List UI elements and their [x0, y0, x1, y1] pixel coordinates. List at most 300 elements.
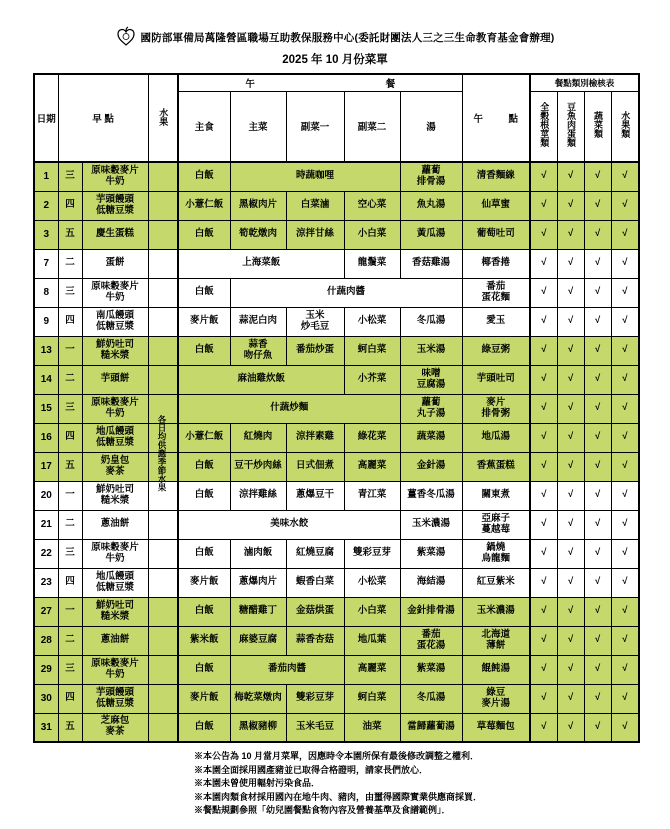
fruit-cell — [148, 220, 178, 249]
fruit-cell — [148, 452, 178, 481]
heart-sprout-logo-icon — [116, 26, 136, 48]
lunch-cell: 油菜 — [344, 713, 400, 742]
day-number: 8 — [34, 278, 58, 307]
weekday: 四 — [58, 423, 82, 452]
weekday: 三 — [58, 278, 82, 307]
menu-row — [34, 713, 639, 742]
lunch-cell: 玉米濃湯 — [400, 510, 462, 539]
day-number: 22 — [34, 539, 58, 568]
lunch-cell: 番茄 蛋花湯 — [400, 626, 462, 655]
check-mark: √ — [611, 278, 639, 307]
lunch-cell: 高麗菜 — [344, 655, 400, 684]
breakfast-cell: 蛋餅 — [82, 249, 148, 278]
weekday: 二 — [58, 510, 82, 539]
lunch-cell: 蝦香白菜 — [286, 568, 344, 597]
header — [0, 26, 670, 48]
check-mark: √ — [584, 713, 611, 742]
menu-row — [34, 336, 639, 365]
lunch-cell: 薑香冬瓜湯 — [400, 481, 462, 510]
snack-cell: 地瓜湯 — [462, 423, 530, 452]
lunch-cell: 番茄肉醬 — [230, 655, 344, 684]
check-mark: √ — [530, 684, 557, 713]
check-mark: √ — [530, 307, 557, 336]
lunch-cell: 白飯 — [178, 452, 230, 481]
page-title: 國防部軍備局萬隆營區職場互助教保服務中心(委託財團法人三之三生命教育基金會辦理) — [140, 31, 555, 44]
snack-cell: 番茄 蛋花麵 — [462, 278, 530, 307]
check-mark: √ — [530, 655, 557, 684]
lunch-cell: 小芥菜 — [344, 365, 400, 394]
fruit-cell — [148, 365, 178, 394]
check-mark: √ — [584, 307, 611, 336]
check-mark: √ — [611, 423, 639, 452]
check-mark: √ — [530, 568, 557, 597]
check-mark: √ — [584, 423, 611, 452]
check-mark: √ — [611, 597, 639, 626]
check-mark: √ — [611, 394, 639, 423]
lunch-cell: 金針排骨湯 — [400, 597, 462, 626]
weekday: 一 — [58, 336, 82, 365]
lunch-cell: 美味水餃 — [178, 510, 400, 539]
lunch-cell: 蚵白菜 — [344, 336, 400, 365]
lunch-cell: 蔬菜湯 — [400, 423, 462, 452]
snack-cell: 紅豆紫米 — [462, 568, 530, 597]
lunch-cell: 玉米毛豆 — [286, 713, 344, 742]
lunch-cell: 上海菜飯 — [178, 249, 344, 278]
weekday: 一 — [58, 597, 82, 626]
check-mark: √ — [557, 249, 584, 278]
breakfast-cell: 地瓜饅頭 低糖豆漿 — [82, 568, 148, 597]
breakfast-cell: 原味穀麥片 牛奶 — [82, 655, 148, 684]
menu-row — [34, 394, 639, 423]
fruit-cell — [148, 597, 178, 626]
fruit-cell — [148, 713, 178, 742]
lunch-cell: 蘿蔔 丸子湯 — [400, 394, 462, 423]
check-mark: √ — [557, 510, 584, 539]
fruit-cell — [148, 481, 178, 510]
breakfast-cell: 鮮奶吐司 糙米漿 — [82, 597, 148, 626]
weekday: 四 — [58, 684, 82, 713]
menu-row — [34, 191, 639, 220]
lunch-cell: 魚丸湯 — [400, 191, 462, 220]
page-subtitle: 2025 年 10 月份菜單 — [282, 54, 388, 66]
fruit-cell — [148, 162, 178, 191]
check-mark: √ — [584, 365, 611, 394]
check-mark: √ — [584, 162, 611, 191]
lunch-cell: 白飯 — [178, 597, 230, 626]
menu-row — [34, 510, 639, 539]
check-mark: √ — [611, 365, 639, 394]
fruit-cell — [148, 423, 178, 452]
check-mark: √ — [584, 539, 611, 568]
col-header-fruits-cat: 水果類 — [611, 91, 639, 162]
lunch-cell: 雙彩豆芽 — [344, 539, 400, 568]
col-header-fruit: 水果 — [148, 74, 178, 162]
lunch-cell: 麥片飯 — [178, 307, 230, 336]
lunch-cell: 白飯 — [178, 220, 230, 249]
lunch-cell: 紫菜湯 — [400, 655, 462, 684]
check-mark: √ — [557, 307, 584, 336]
col-header-vegetables: 蔬菜類 — [584, 91, 611, 162]
check-mark: √ — [584, 336, 611, 365]
weekday: 五 — [58, 220, 82, 249]
menu-row — [34, 568, 639, 597]
check-mark: √ — [530, 249, 557, 278]
check-mark: √ — [611, 481, 639, 510]
breakfast-cell: 芋頭饅頭 低糖豆漿 — [82, 191, 148, 220]
lunch-cell: 麻油雞炊飯 — [178, 365, 344, 394]
check-mark: √ — [611, 249, 639, 278]
check-mark: √ — [611, 510, 639, 539]
check-mark: √ — [584, 568, 611, 597]
lunch-cell: 黃瓜湯 — [400, 220, 462, 249]
breakfast-cell: 鮮奶吐司 糙米漿 — [82, 481, 148, 510]
weekday: 一 — [58, 481, 82, 510]
lunch-cell: 白飯 — [178, 481, 230, 510]
footnotes — [194, 750, 670, 818]
check-mark: √ — [557, 220, 584, 249]
lunch-cell: 海結湯 — [400, 568, 462, 597]
menu-row — [34, 162, 639, 191]
check-mark: √ — [557, 191, 584, 220]
lunch-cell: 蘿蔔 排骨湯 — [400, 162, 462, 191]
snack-cell: 鍋燒 烏龍麵 — [462, 539, 530, 568]
lunch-cell: 時蔬咖哩 — [230, 162, 400, 191]
day-number: 21 — [34, 510, 58, 539]
lunch-cell: 麻婆豆腐 — [230, 626, 286, 655]
breakfast-cell: 原味穀麥片 牛奶 — [82, 539, 148, 568]
check-mark: √ — [530, 162, 557, 191]
day-number: 29 — [34, 655, 58, 684]
check-mark: √ — [530, 452, 557, 481]
snack-cell: 關東煮 — [462, 481, 530, 510]
weekday: 四 — [58, 191, 82, 220]
check-mark: √ — [530, 365, 557, 394]
seasonal-fruit-note: 各日均供應季節水果 — [157, 415, 167, 492]
day-number: 14 — [34, 365, 58, 394]
breakfast-cell: 芋頭餅 — [82, 365, 148, 394]
lunch-cell: 青江菜 — [344, 481, 400, 510]
fruit-cell — [148, 510, 178, 539]
fruit-cell — [148, 684, 178, 713]
fruit-cell — [148, 307, 178, 336]
snack-cell: 綠豆 麥片湯 — [462, 684, 530, 713]
check-mark: √ — [530, 423, 557, 452]
weekday: 三 — [58, 539, 82, 568]
lunch-cell: 白飯 — [178, 539, 230, 568]
menu-row — [34, 307, 639, 336]
check-mark: √ — [611, 713, 639, 742]
col-header-staple: 主食 — [178, 91, 230, 162]
check-mark: √ — [611, 626, 639, 655]
footnote: ※本公告為 10 月當月菜單，因應時令本園所保有最後修改調整之權利． — [194, 751, 480, 761]
day-number: 16 — [34, 423, 58, 452]
check-mark: √ — [584, 655, 611, 684]
lunch-cell: 麥片飯 — [178, 684, 230, 713]
check-mark: √ — [557, 423, 584, 452]
check-mark: √ — [557, 481, 584, 510]
check-mark: √ — [530, 394, 557, 423]
check-mark: √ — [584, 249, 611, 278]
breakfast-cell: 奶皇包 麥茶 — [82, 452, 148, 481]
menu-row — [34, 220, 639, 249]
snack-cell: 清香麵線 — [462, 162, 530, 191]
menu-row — [34, 249, 639, 278]
check-mark: √ — [611, 307, 639, 336]
lunch-cell: 地瓜葉 — [344, 626, 400, 655]
menu-row — [34, 365, 639, 394]
col-header-side-dish-1: 副菜一 — [286, 91, 344, 162]
menu-row — [34, 423, 639, 452]
lunch-cell: 玉米 炒毛豆 — [286, 307, 344, 336]
check-mark: √ — [557, 394, 584, 423]
lunch-cell: 玉米湯 — [400, 336, 462, 365]
lunch-cell: 紅燒豆腐 — [286, 539, 344, 568]
lunch-cell: 小薏仁飯 — [178, 191, 230, 220]
weekday: 二 — [58, 249, 82, 278]
check-mark: √ — [530, 220, 557, 249]
lunch-cell: 紅燒肉 — [230, 423, 286, 452]
weekday: 三 — [58, 162, 82, 191]
lunch-cell: 金針湯 — [400, 452, 462, 481]
menu-row — [34, 597, 639, 626]
check-mark: √ — [611, 191, 639, 220]
lunch-cell: 白飯 — [178, 655, 230, 684]
snack-cell: 椰香捲 — [462, 249, 530, 278]
check-mark: √ — [557, 539, 584, 568]
footnote: ※本園全面採用國產豬並已取得合格證明，請家長們放心． — [194, 764, 429, 775]
col-header-lunch: 午 餐 — [178, 74, 462, 91]
footnote: ※本園肉類食材採用國內在地牛肉、豬肉，由璽得國際實業供應商採買． — [194, 791, 483, 802]
check-mark: √ — [611, 162, 639, 191]
lunch-cell: 龍鬚菜 — [344, 249, 400, 278]
lunch-cell: 蔥爆豆干 — [286, 481, 344, 510]
snack-cell: 芋頭吐司 — [462, 365, 530, 394]
weekday: 五 — [58, 713, 82, 742]
check-mark: √ — [584, 684, 611, 713]
check-mark: √ — [530, 713, 557, 742]
menu-rows — [34, 162, 639, 742]
check-mark: √ — [611, 452, 639, 481]
lunch-cell: 什蔬炒麵 — [178, 394, 400, 423]
check-mark: √ — [530, 626, 557, 655]
check-mark: √ — [584, 394, 611, 423]
col-header-snack: 午 點 — [462, 74, 530, 162]
check-mark: √ — [530, 278, 557, 307]
snack-cell: 仙草蜜 — [462, 191, 530, 220]
check-mark: √ — [530, 191, 557, 220]
breakfast-cell: 地瓜饅頭 低糖豆漿 — [82, 423, 148, 452]
col-header-breakfast: 早 點 — [58, 74, 148, 162]
lunch-cell: 滷肉飯 — [230, 539, 286, 568]
lunch-cell: 味噌 豆腐湯 — [400, 365, 462, 394]
breakfast-cell: 慶生蛋糕 — [82, 220, 148, 249]
lunch-cell: 小薏仁飯 — [178, 423, 230, 452]
check-mark: √ — [557, 162, 584, 191]
weekday: 二 — [58, 365, 82, 394]
check-mark: √ — [530, 539, 557, 568]
day-number: 28 — [34, 626, 58, 655]
snack-cell: 麥片 排骨粥 — [462, 394, 530, 423]
fruit-cell — [148, 568, 178, 597]
lunch-cell: 冬瓜湯 — [400, 307, 462, 336]
day-number: 15 — [34, 394, 58, 423]
check-mark: √ — [611, 655, 639, 684]
lunch-cell: 當歸蘿蔔湯 — [400, 713, 462, 742]
check-mark: √ — [530, 336, 557, 365]
lunch-cell: 綠花菜 — [344, 423, 400, 452]
breakfast-cell: 鮮奶吐司 糙米漿 — [82, 336, 148, 365]
weekday: 二 — [58, 626, 82, 655]
lunch-cell: 小白菜 — [344, 220, 400, 249]
breakfast-cell: 南瓜饅頭 低糖豆漿 — [82, 307, 148, 336]
check-mark: √ — [584, 278, 611, 307]
lunch-cell: 紫菜湯 — [400, 539, 462, 568]
lunch-cell: 白菜滷 — [286, 191, 344, 220]
breakfast-cell: 蔥油餅 — [82, 510, 148, 539]
lunch-cell: 筍乾燉肉 — [230, 220, 286, 249]
fruit-cell — [148, 336, 178, 365]
footnote: ※本園未曾使用輻射污染食品． — [194, 778, 321, 788]
lunch-cell: 涼拌素雞 — [286, 423, 344, 452]
snack-cell: 葡萄吐司 — [462, 220, 530, 249]
menu-row — [34, 278, 639, 307]
check-mark: √ — [611, 336, 639, 365]
lunch-cell: 白飯 — [178, 162, 230, 191]
day-number: 23 — [34, 568, 58, 597]
lunch-cell: 蔥爆肉片 — [230, 568, 286, 597]
check-mark: √ — [557, 684, 584, 713]
lunch-cell: 黑椒肉片 — [230, 191, 286, 220]
lunch-cell: 香菇雞湯 — [400, 249, 462, 278]
col-header-date: 日期 — [34, 74, 58, 162]
check-mark: √ — [530, 597, 557, 626]
snack-cell: 餛飩湯 — [462, 655, 530, 684]
breakfast-cell: 原味穀麥片 牛奶 — [82, 394, 148, 423]
check-mark: √ — [557, 713, 584, 742]
snack-cell: 玉米濃湯 — [462, 597, 530, 626]
weekday: 五 — [58, 452, 82, 481]
breakfast-cell: 芋頭饅頭 低糖豆漿 — [82, 684, 148, 713]
lunch-cell: 麥片飯 — [178, 568, 230, 597]
snack-cell: 愛玉 — [462, 307, 530, 336]
lunch-cell: 涼拌雞絲 — [230, 481, 286, 510]
check-mark: √ — [584, 597, 611, 626]
day-number: 3 — [34, 220, 58, 249]
lunch-cell: 黑椒豬柳 — [230, 713, 286, 742]
breakfast-cell: 原味穀麥片 牛奶 — [82, 278, 148, 307]
check-mark: √ — [611, 684, 639, 713]
menu-row — [34, 684, 639, 713]
lunch-cell: 蒜香 吻仔魚 — [230, 336, 286, 365]
fruit-cell — [148, 278, 178, 307]
lunch-cell: 梅乾菜燉肉 — [230, 684, 286, 713]
lunch-cell: 涼拌甘絲 — [286, 220, 344, 249]
menu-row — [34, 539, 639, 568]
check-mark: √ — [584, 191, 611, 220]
col-header-checklist: 餐點類別檢核表 — [530, 74, 639, 91]
menu-table-wrap — [33, 73, 638, 743]
breakfast-cell: 芝麻包 麥茶 — [82, 713, 148, 742]
check-mark: √ — [557, 568, 584, 597]
snack-cell: 草莓麵包 — [462, 713, 530, 742]
footnote: ※餐點規劃參照「幼兒園餐點食物內容及營養基準及食譜範例」． — [194, 805, 451, 815]
check-mark: √ — [584, 220, 611, 249]
lunch-cell: 空心菜 — [344, 191, 400, 220]
lunch-cell: 白飯 — [178, 713, 230, 742]
lunch-cell: 什蔬肉醬 — [230, 278, 462, 307]
day-number: 1 — [34, 162, 58, 191]
weekday: 四 — [58, 307, 82, 336]
lunch-cell: 糖醋雞丁 — [230, 597, 286, 626]
lunch-cell: 蚵白菜 — [344, 684, 400, 713]
lunch-cell: 冬瓜湯 — [400, 684, 462, 713]
check-mark: √ — [584, 452, 611, 481]
day-number: 31 — [34, 713, 58, 742]
check-mark: √ — [557, 655, 584, 684]
fruit-cell — [148, 626, 178, 655]
menu-table — [33, 73, 640, 743]
lunch-cell: 金菇烘蛋 — [286, 597, 344, 626]
weekday: 四 — [58, 568, 82, 597]
col-header-protein: 豆魚肉蛋類 — [557, 91, 584, 162]
weekday: 三 — [58, 394, 82, 423]
check-mark: √ — [584, 626, 611, 655]
menu-row — [34, 626, 639, 655]
lunch-cell: 雙彩豆芽 — [286, 684, 344, 713]
check-mark: √ — [611, 220, 639, 249]
lunch-cell: 小松菜 — [344, 307, 400, 336]
day-number: 9 — [34, 307, 58, 336]
day-number: 20 — [34, 481, 58, 510]
menu-row — [34, 481, 639, 510]
snack-cell: 亞麻子 蔓越莓 — [462, 510, 530, 539]
fruit-cell — [148, 191, 178, 220]
check-mark: √ — [611, 568, 639, 597]
check-mark: √ — [557, 336, 584, 365]
col-header-side-dish-2: 副菜二 — [344, 91, 400, 162]
snack-cell: 香蕉蛋糕 — [462, 452, 530, 481]
day-number: 7 — [34, 249, 58, 278]
day-number: 30 — [34, 684, 58, 713]
lunch-cell: 高麗菜 — [344, 452, 400, 481]
check-mark: √ — [584, 510, 611, 539]
check-mark: √ — [530, 481, 557, 510]
lunch-cell: 白飯 — [178, 278, 230, 307]
fruit-cell — [148, 655, 178, 684]
menu-row — [34, 655, 639, 684]
check-mark: √ — [557, 452, 584, 481]
fruit-cell — [148, 394, 178, 423]
breakfast-cell: 原味穀麥片 牛奶 — [82, 162, 148, 191]
snack-cell: 綠豆粥 — [462, 336, 530, 365]
day-number: 2 — [34, 191, 58, 220]
lunch-cell: 小白菜 — [344, 597, 400, 626]
lunch-cell: 蒜泥白肉 — [230, 307, 286, 336]
check-mark: √ — [557, 597, 584, 626]
fruit-cell — [148, 249, 178, 278]
col-header-main-dish: 主菜 — [230, 91, 286, 162]
lunch-cell: 白飯 — [178, 336, 230, 365]
check-mark: √ — [530, 510, 557, 539]
lunch-cell: 小松菜 — [344, 568, 400, 597]
breakfast-cell: 蔥油餅 — [82, 626, 148, 655]
weekday: 三 — [58, 655, 82, 684]
day-number: 17 — [34, 452, 58, 481]
lunch-cell: 日式佃煮 — [286, 452, 344, 481]
fruit-cell — [148, 539, 178, 568]
check-mark: √ — [584, 481, 611, 510]
day-number: 13 — [34, 336, 58, 365]
